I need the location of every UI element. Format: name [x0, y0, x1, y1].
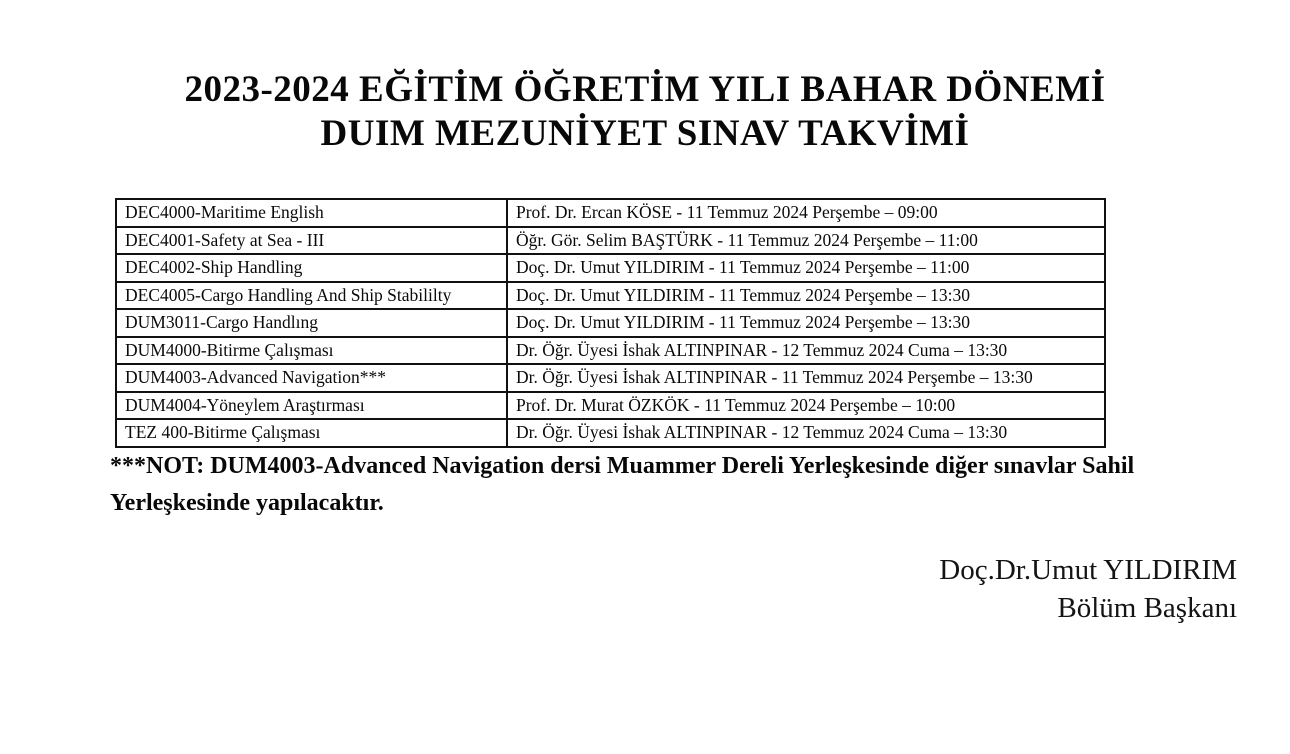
- course-cell: DEC4005-Cargo Handling And Ship Stabililty: [116, 282, 507, 310]
- course-cell: DEC4001-Safety at Sea - III: [116, 227, 507, 255]
- exam-info-cell: Dr. Öğr. Üyesi İshak ALTINPINAR - 11 Temmuz 2024 Perşembe – 13:30: [507, 364, 1105, 392]
- page-title: [0, 68, 1290, 155]
- table-row: [116, 392, 1105, 420]
- course-cell: DEC4002-Ship Handling: [116, 254, 507, 282]
- course-cell: DUM4004-Yöneylem Araştırması: [116, 392, 507, 420]
- signature-role: Bölüm Başkanı: [1057, 591, 1237, 624]
- signature-name: Doç.Dr.Umut YILDIRIM: [939, 554, 1237, 586]
- course-cell: DUM4000-Bitirme Çalışması: [116, 337, 507, 365]
- table-row: [116, 282, 1105, 310]
- course-cell: TEZ 400-Bitirme Çalışması: [116, 419, 507, 447]
- table-row: [116, 364, 1105, 392]
- title-line-1: 2023-2024 EĞİTİM ÖĞRETİM YILI BAHAR DÖNEMİ: [184, 69, 1106, 110]
- table-row: [116, 419, 1105, 447]
- table-row: [116, 337, 1105, 365]
- course-cell: DUM4003-Advanced Navigation***: [116, 364, 507, 392]
- signature-block: [939, 552, 1237, 627]
- table-row: [116, 254, 1105, 282]
- table-row: [116, 227, 1105, 255]
- exam-info-cell: Öğr. Gör. Selim BAŞTÜRK - 11 Temmuz 2024 Perşembe – 11:00: [507, 227, 1105, 255]
- exam-schedule-table: [115, 198, 1106, 448]
- table-row: [116, 199, 1105, 227]
- course-cell: DEC4000-Maritime English: [116, 199, 507, 227]
- note-text: ***NOT: DUM4003-Advanced Navigation dersi Muammer Dereli Yerleşkesinde diğer sınavlar Sahil Yerleşkesinde yapılacaktır.: [110, 453, 1135, 516]
- course-cell: DUM3011-Cargo Handlıng: [116, 309, 507, 337]
- exam-info-cell: Doç. Dr. Umut YILDIRIM - 11 Temmuz 2024 Perşembe – 11:00: [507, 254, 1105, 282]
- exam-info-cell: Prof. Dr. Ercan KÖSE - 11 Temmuz 2024 Perşembe – 09:00: [507, 199, 1105, 227]
- exam-info-cell: Dr. Öğr. Üyesi İshak ALTINPINAR - 12 Temmuz 2024 Cuma – 13:30: [507, 337, 1105, 365]
- exam-info-cell: Doç. Dr. Umut YILDIRIM - 11 Temmuz 2024 Perşembe – 13:30: [507, 282, 1105, 310]
- exam-info-cell: Prof. Dr. Murat ÖZKÖK - 11 Temmuz 2024 Perşembe – 10:00: [507, 392, 1105, 420]
- exam-info-cell: Doç. Dr. Umut YILDIRIM - 11 Temmuz 2024 Perşembe – 13:30: [507, 309, 1105, 337]
- exam-info-cell: Dr. Öğr. Üyesi İshak ALTINPINAR - 12 Temmuz 2024 Cuma – 13:30: [507, 419, 1105, 447]
- table-row: [116, 309, 1105, 337]
- title-line-2: DUIM MEZUNİYET SINAV TAKVİMİ: [320, 112, 970, 154]
